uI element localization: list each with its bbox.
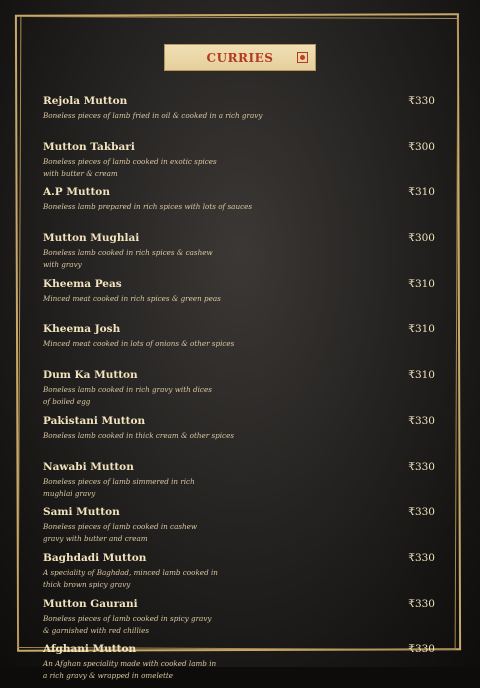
menu-items-list — [43, 94, 438, 688]
menu-item — [43, 277, 438, 323]
item-name: Dum Ka Mutton — [43, 369, 138, 382]
nonveg-marker-icon — [297, 52, 308, 63]
item-description: Boneless pieces of lamb cooked in cashew gravy with butter and cream — [43, 522, 198, 544]
item-price: ₹330 — [408, 414, 435, 427]
menu-item — [43, 140, 438, 186]
item-name: Kheema Peas — [43, 277, 122, 290]
item-name: Afghani Mutton — [43, 643, 137, 656]
item-price: ₹330 — [408, 643, 435, 656]
menu-item — [43, 460, 438, 506]
menu-item — [43, 642, 438, 688]
menu-item — [43, 94, 438, 140]
item-description: Boneless lamb cooked in rich spices & cashew with gravy — [43, 248, 213, 270]
item-price: ₹310 — [408, 186, 435, 199]
item-name: Mutton Takbari — [43, 140, 135, 153]
item-price: ₹310 — [408, 369, 435, 382]
item-name: Rejola Mutton — [43, 95, 128, 107]
item-description: Boneless pieces of lamb cooked in exotic spices with butter & cream — [43, 156, 217, 178]
menu-item — [43, 414, 438, 460]
section-title: CURRIES — [206, 50, 274, 65]
item-price: ₹310 — [408, 323, 435, 336]
item-price: ₹330 — [408, 551, 435, 564]
menu-item — [43, 551, 438, 597]
item-description: Boneless pieces of lamb cooked in spicy gravy & garnished with red chillies — [43, 613, 212, 635]
item-description: Minced meat cooked in lots of onions & other spices — [43, 339, 235, 349]
item-name: A.P Mutton — [43, 186, 110, 199]
item-description: Boneless lamb cooked in rich gravy with dices of boiled egg — [43, 385, 212, 407]
item-description: An Afghan speciality made with cooked lamb in a rich gravy & wrapped in omelette — [43, 659, 217, 681]
item-name: Mutton Gaurani — [43, 597, 138, 610]
item-price: ₹300 — [408, 140, 435, 153]
item-price: ₹310 — [408, 277, 435, 290]
item-name: Pakistani Mutton — [43, 414, 146, 427]
menu-item — [43, 322, 438, 368]
section-banner — [164, 44, 316, 71]
item-description: Boneless pieces of lamb fried in oil & cooked in a rich gravy — [43, 111, 263, 120]
menu-item — [43, 231, 438, 277]
menu-item — [43, 185, 438, 231]
item-price: ₹330 — [408, 95, 435, 107]
item-name: Mutton Mughlai — [43, 232, 140, 245]
menu-item — [43, 505, 438, 551]
menu-item — [43, 597, 438, 643]
item-price: ₹330 — [408, 460, 435, 473]
item-price: ₹330 — [408, 506, 435, 519]
item-price: ₹300 — [408, 232, 435, 245]
item-name: Nawabi Mutton — [43, 460, 134, 473]
item-name: Kheema Josh — [43, 323, 121, 336]
item-description: Boneless lamb prepared in rich spices with lots of sauces — [43, 202, 253, 212]
item-description: Boneless pieces of lamb simmered in rich mughlai gravy — [43, 476, 195, 498]
menu-item — [43, 368, 438, 414]
item-description: Minced meat cooked in rich spices & green peas — [43, 293, 221, 303]
item-name: Sami Mutton — [43, 506, 120, 519]
item-description: A speciality of Baghdad, minced lamb cooked in thick brown spicy gravy — [43, 567, 218, 589]
item-price: ₹330 — [408, 597, 435, 610]
item-name: Baghdadi Mutton — [43, 551, 147, 564]
item-description: Boneless lamb cooked in thick cream & other spices — [43, 430, 235, 440]
